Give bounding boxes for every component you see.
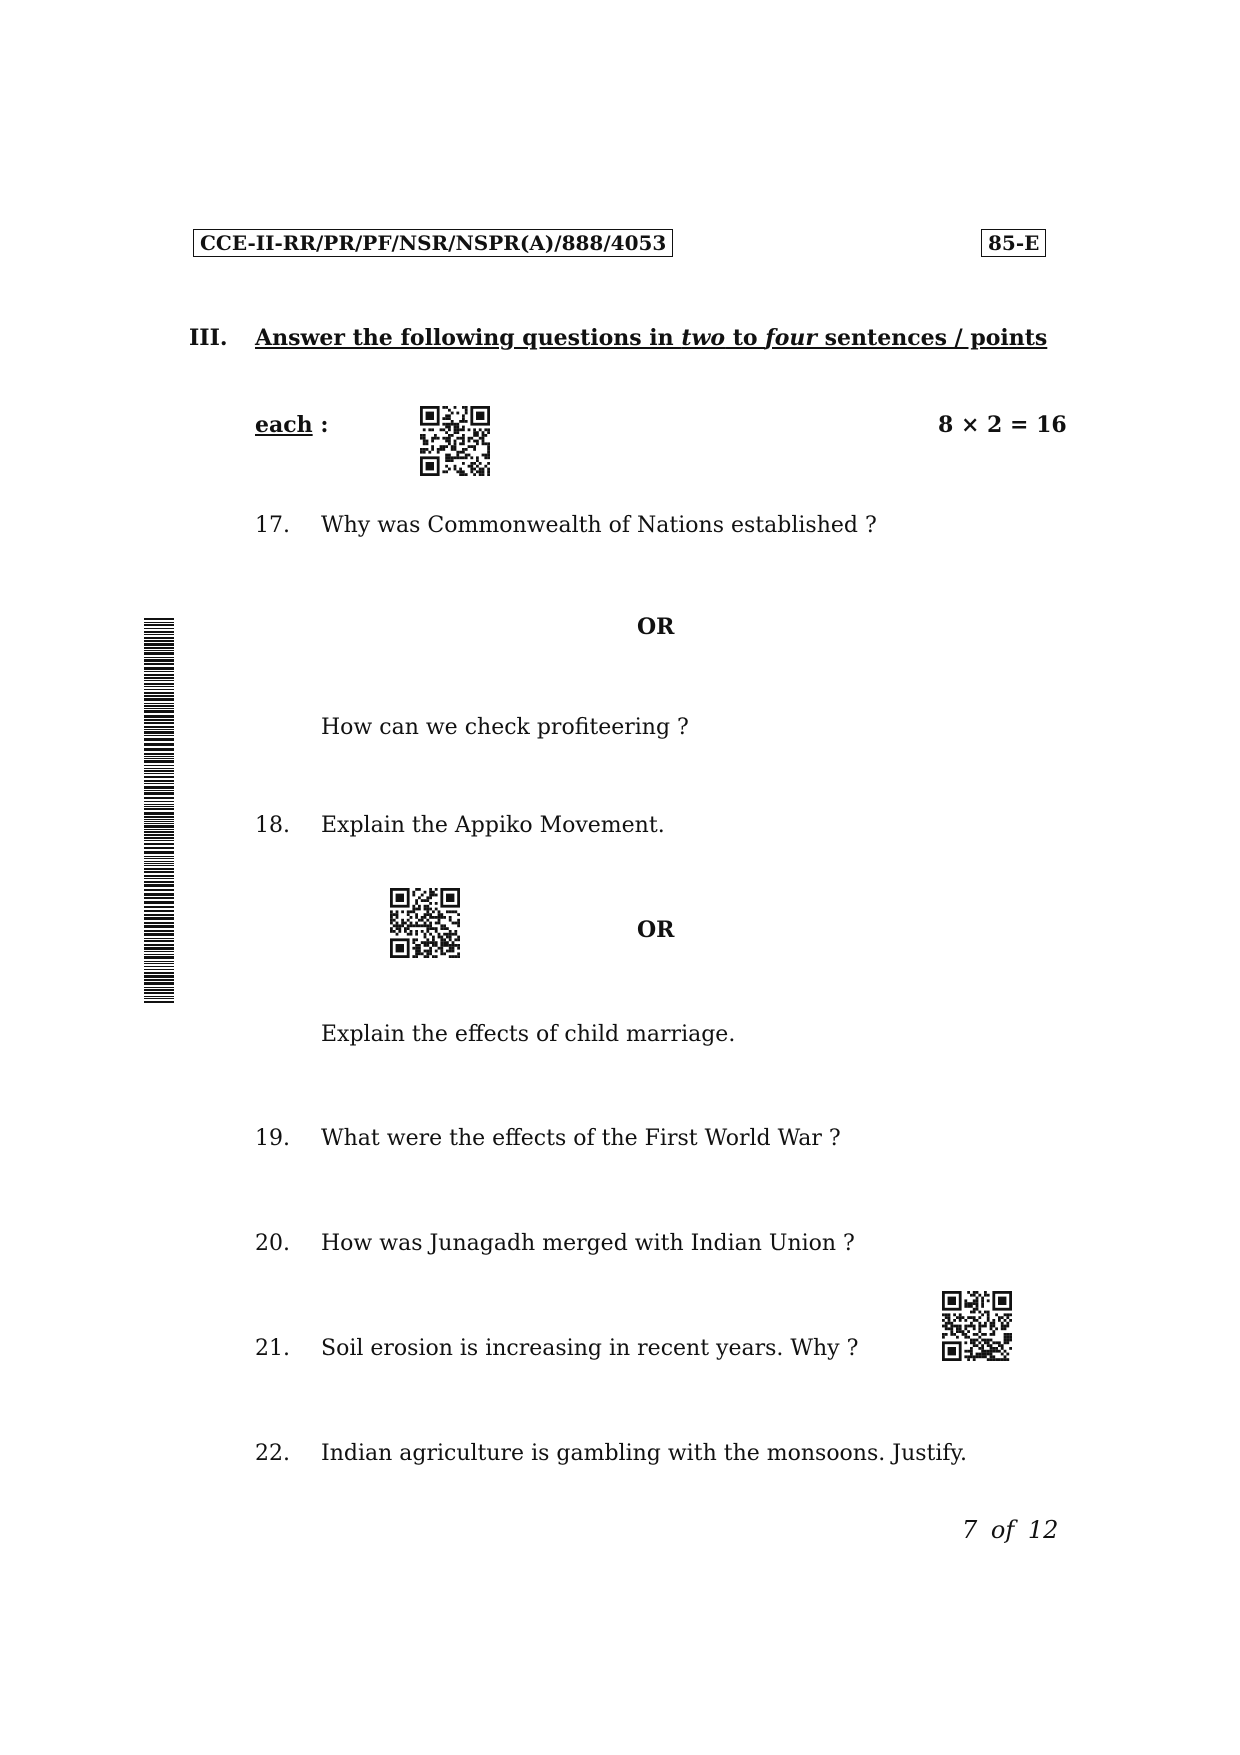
instruction-em-four: four — [765, 325, 817, 351]
question-text: Soil erosion is increasing in recent years. Why ? — [321, 1336, 859, 1361]
question-number: 18. — [255, 813, 290, 838]
question-number: 19. — [255, 1126, 290, 1151]
qr-code-icon — [942, 1291, 1012, 1361]
question-text: Why was Commonwealth of Nations established ? — [321, 513, 877, 538]
instruction-colon: : — [312, 412, 329, 438]
section-number: III. — [189, 325, 228, 351]
question-text: Indian agriculture is gambling with the monsoons. Justify. — [321, 1441, 968, 1466]
or-divider: OR — [637, 917, 675, 943]
paper-code: CCE-II-RR/PR/PF/NSR/NSPR(A)/888/4053 — [193, 229, 673, 257]
question-text: What were the effects of the First World War ? — [321, 1126, 841, 1151]
instruction-each — [255, 412, 328, 438]
section-marks: 8 × 2 = 16 — [938, 412, 1067, 438]
qr-code-icon — [390, 888, 460, 958]
qr-code-icon — [420, 406, 490, 476]
page-number — [962, 1516, 1058, 1544]
instruction-text-2: to — [725, 325, 766, 351]
question-number: 20. — [255, 1231, 290, 1256]
instruction-text-3: sentences / points — [817, 325, 1048, 351]
question-text: Explain the Appiko Movement. — [321, 813, 665, 838]
question-17-alternative: How can we check profiteering ? — [321, 715, 689, 740]
question-18-alternative: Explain the effects of child marriage. — [321, 1022, 736, 1047]
instruction-text-1: Answer the following questions in — [255, 325, 682, 351]
section-instruction — [255, 325, 1047, 351]
question-number: 21. — [255, 1336, 290, 1361]
instruction-em-two: two — [681, 325, 726, 351]
question-number: 17. — [255, 513, 290, 538]
question-number: 22. — [255, 1441, 290, 1466]
page-current: 7 — [962, 1516, 978, 1544]
page-total: 12 — [1027, 1516, 1059, 1544]
instruction-each-word: each — [255, 412, 313, 438]
barcode-icon — [144, 618, 174, 1004]
question-text: How was Junagadh merged with Indian Union ? — [321, 1231, 855, 1256]
paper-number: 85-E — [981, 229, 1046, 257]
or-divider: OR — [637, 614, 675, 640]
page-of: of — [990, 1516, 1015, 1544]
